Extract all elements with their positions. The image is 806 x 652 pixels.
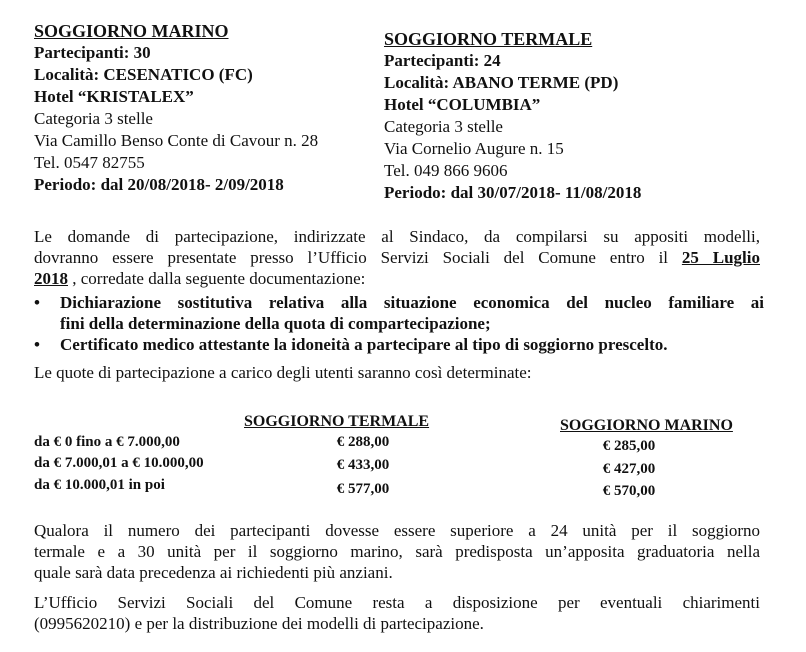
fees-header-termale: SOGGIORNO TERMALE — [244, 413, 430, 430]
marino-period: Periodo: dal 20/08/2018- 2/09/2018 — [34, 175, 284, 194]
intro-line-2-text: dovranno essere presentate presso l’Ufficio Servizi Sociali del Comune entro il — [34, 248, 682, 267]
fee-range-1: da € 0 fino a € 7.000,00 — [34, 434, 180, 450]
contact-line-2: (0995620210) e per la distribuzione dei modelli di partecipazione. — [34, 614, 484, 633]
required-documents-list — [34, 292, 764, 355]
intro-line-3-text: , corredate dalla seguente documentazione: — [68, 269, 366, 288]
bullet-1-line-2: fini della determinazione della quota di compartecipazione; — [60, 314, 491, 333]
list-item — [34, 334, 764, 355]
bullet-1-line-1: Dichiarazione sostitutiva relativa alla situazione economica del nucleo familiare ai — [60, 293, 764, 312]
fee-termale-1: € 288,00 — [336, 434, 390, 450]
ranking-paragraph — [34, 520, 760, 583]
marino-address: Via Camillo Benso Conte di Cavour n. 28 — [34, 131, 319, 150]
termale-address: Via Cornelio Augure n. 15 — [384, 139, 564, 158]
termale-title: SOGGIORNO TERMALE — [384, 29, 593, 49]
intro-line-2 — [34, 247, 760, 268]
ranking-line-1: Qualora il numero dei partecipanti dovesse essere superiore a 24 unità per il soggiorno — [34, 521, 760, 540]
bullet-icon: • — [34, 293, 40, 312]
bullet-icon: • — [34, 335, 40, 354]
termale-location: Località: ABANO TERME (PD) — [384, 73, 619, 92]
fee-termale-3: € 577,00 — [336, 481, 390, 497]
contact-paragraph — [34, 592, 760, 634]
ranking-line-3: quale sarà data precedenza ai richiedenti più anziani. — [34, 563, 393, 582]
termale-info-block — [384, 28, 641, 204]
marino-title: SOGGIORNO MARINO — [34, 21, 229, 41]
fees-header-marino: SOGGIORNO MARINO — [560, 417, 733, 434]
fee-marino-1: € 285,00 — [602, 438, 656, 454]
termale-category: Categoria 3 stelle — [384, 117, 503, 136]
termale-hotel: Hotel “COLUMBIA” — [384, 95, 541, 114]
fee-marino-2: € 427,00 — [602, 461, 656, 477]
application-paragraph — [34, 226, 760, 289]
fee-marino-3: € 570,00 — [602, 483, 656, 499]
bullet-2-text: Certificato medico attestante la idoneità a partecipare al tipo di soggiorno prescelto. — [60, 335, 668, 354]
marino-hotel: Hotel “KRISTALEX” — [34, 87, 194, 106]
fee-range-3: da € 10.000,01 in poi — [34, 477, 165, 493]
marino-phone: Tel. 0547 82755 — [34, 153, 145, 172]
contact-line-1: L’Ufficio Servizi Sociali del Comune resta a disposizione per eventuali chiarimenti — [34, 593, 760, 612]
termale-participants: Partecipanti: 24 — [384, 51, 501, 70]
deadline-date-part2: 2018 — [34, 269, 68, 288]
intro-line-1: Le domande di partecipazione, indirizzate al Sindaco, da compilarsi su appositi modelli, — [34, 227, 760, 246]
fees-intro — [34, 362, 760, 383]
fees-intro-text: Le quote di partecipazione a carico degli utenti saranno così determinate: — [34, 363, 532, 382]
marino-participants: Partecipanti: 30 — [34, 43, 151, 62]
marino-category: Categoria 3 stelle — [34, 109, 153, 128]
termale-period: Periodo: dal 30/07/2018- 11/08/2018 — [384, 183, 642, 202]
termale-phone: Tel. 049 866 9606 — [384, 161, 508, 180]
marino-info-block — [34, 20, 318, 196]
fee-termale-2: € 433,00 — [336, 457, 390, 473]
list-item — [34, 292, 764, 334]
intro-line-3 — [34, 268, 760, 289]
marino-location: Località: CESENATICO (FC) — [34, 65, 253, 84]
deadline-date-part1: 25 Luglio — [681, 248, 760, 267]
fee-range-2: da € 7.000,01 a € 10.000,00 — [34, 455, 204, 471]
ranking-line-2: termale e a 30 unità per il soggiorno marino, sarà predisposta un’apposita graduatoria nella — [34, 542, 760, 561]
